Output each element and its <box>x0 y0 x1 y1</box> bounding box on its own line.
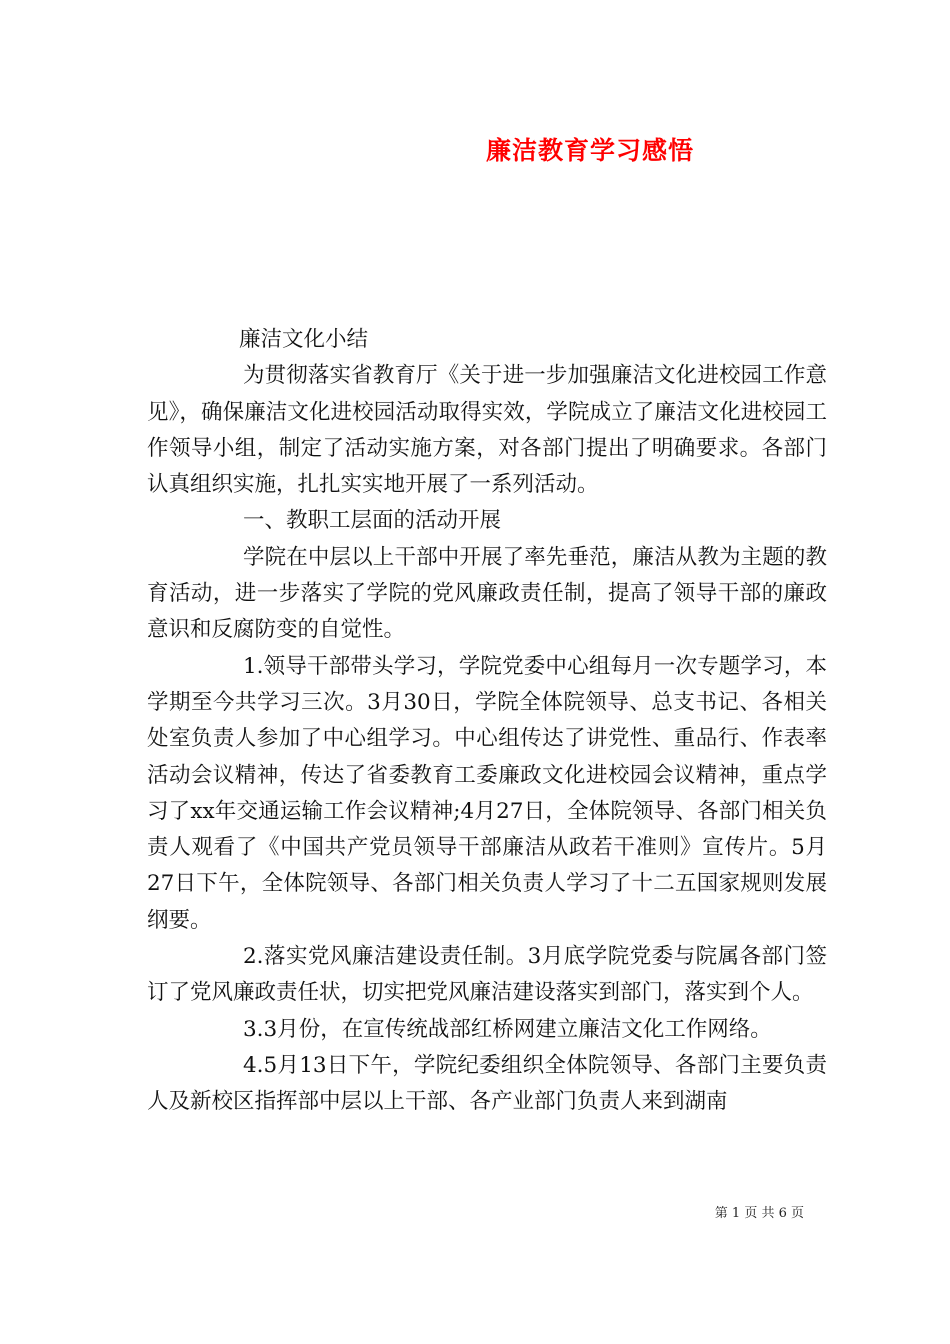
paragraph-item-2: 2.落实党风廉洁建设责任制。3月底学院党委与院属各部门签订了党风廉政责任状，切实把党风廉洁建设落实到部门，落实到个人。 <box>147 944 827 1006</box>
document-body <box>147 322 827 1121</box>
paragraph-item-3: 3.3月份，在宣传统战部红桥网建立廉洁文化工作网络。 <box>243 1016 772 1042</box>
document-title: 廉洁教育学习感悟 <box>485 136 694 165</box>
paragraph-intro: 为贯彻落实省教育厅《关于进一步加强廉洁文化进校园工作意见》，确保廉洁文化进校园活动取得实效，学院成立了廉洁文化进校园工作领导小组，制定了活动实施方案，对各部门提出了明确要求。各部门认真组织实施，扎扎实实地开展了一系列活动。 <box>147 363 827 498</box>
section-heading: 一、教职工层面的活动开展 <box>243 508 502 534</box>
paragraph-item-1: 1.领导干部带头学习，学院党委中心组每月一次专题学习，本学期至今共学习三次。3月30日，学院全体院领导、总支书记、各相关处室负责人参加了中心组学习。中心组传达了讲党性、重品行、作表率活动会议精神，传达了省委教育工委廉政文化进校园会议精神，重点学习了xx年交通运输工作会议精神;4月27日，全体院领导、各部门相关负责人观看了《中国共产党员领导干部廉洁从政若干准则》宣传片。5月27日下午，全体院领导、各部门相关负责人学习了十二五国家规则发展纲要。 <box>147 653 827 933</box>
paragraph-section-intro: 学院在中层以上干部中开展了率先垂范，廉洁从教为主题的教育活动，进一步落实了学院的党风廉政责任制，提高了领导干部的廉政意识和反腐防变的自觉性。 <box>147 544 827 643</box>
section-subtitle: 廉洁文化小结 <box>239 327 369 352</box>
page-number-footer: 第 1 页 共 6 页 <box>714 1206 804 1221</box>
paragraph-item-4: 4.5月13日下午，学院纪委组织全体院领导、各部门主要负责人及新校区指挥部中层以上干部、各产业部门负责人来到湖南 <box>147 1052 827 1115</box>
